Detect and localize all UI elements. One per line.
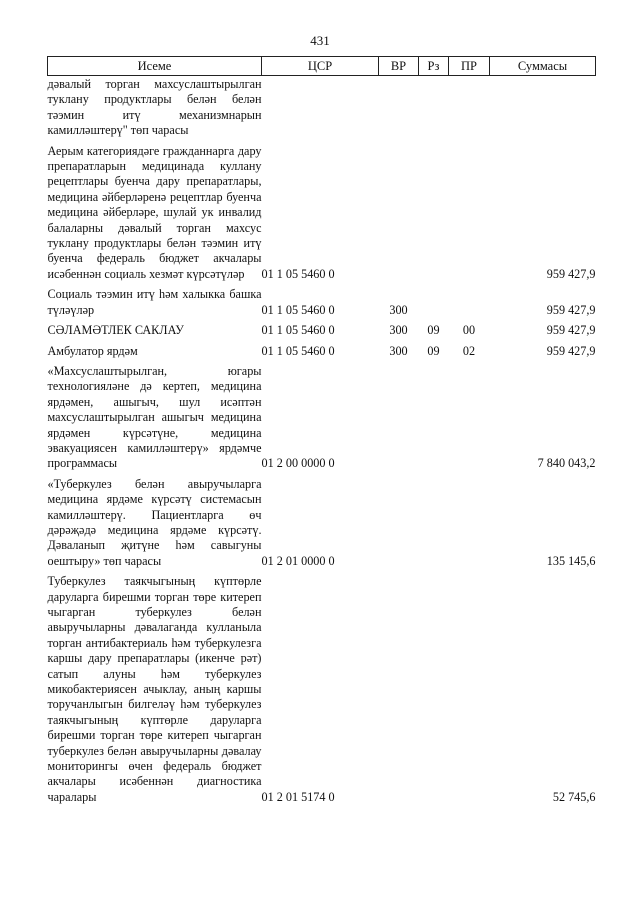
row-vr: 300 bbox=[389, 343, 408, 358]
row-pr bbox=[449, 139, 490, 283]
row-rz bbox=[419, 76, 449, 139]
row-csr: 01 2 01 0000 0 bbox=[261, 553, 335, 568]
row-pr bbox=[449, 359, 490, 472]
row-name: «Махсуслаштырылган, югары технологияләне дә кертеп, медицина ярдәмен, ашыгыч, шул исәптән махсуслаштырылган ашыгыч медицина ярдәмен күрсәтүне, медицина эвакуациясен камилләштерү» ярдәмче программасы bbox=[47, 363, 262, 471]
row-rz: 09 bbox=[427, 323, 440, 338]
table-row bbox=[48, 318, 596, 338]
row-rz bbox=[419, 569, 449, 805]
row-vr bbox=[379, 139, 419, 283]
header-sum: Суммасы bbox=[490, 57, 596, 76]
row-pr bbox=[449, 472, 490, 569]
header-rz: Рз bbox=[419, 57, 449, 76]
row-name: Аерым категориядәге гражданнарга дару препаратларын медицинада куллану рецептлары буенча дару препаратлары, медицина әйберләренә рецептлар буенча медицина әйберләре, шулай ук инвалид балаларны дәвалый торган махсус туклану продуктлары белән тәэмин итү буенча федераль бюджет акчалары исәбеннән социаль хезмәт күрсәтүләр bbox=[47, 143, 262, 281]
row-sum: 7 840 043,2 bbox=[537, 456, 596, 471]
table-row bbox=[48, 339, 596, 359]
row-sum: 52 745,6 bbox=[552, 789, 596, 804]
header-vr: ВР bbox=[379, 57, 419, 76]
row-vr bbox=[379, 359, 419, 472]
row-name: «Туберкулез белән авыручыларга медицина ярдәме күрсәтү системасын камилләштерү. Пациентларга өч дәрәҗәдә медицина ярдәме күрсәтү. Дәваланып җитүне һәм савыгуны оештыру» төп чарасы bbox=[47, 476, 262, 568]
row-csr bbox=[262, 76, 379, 139]
row-sum: 135 145,6 bbox=[546, 553, 596, 568]
table-row bbox=[48, 472, 596, 569]
row-vr bbox=[379, 76, 419, 139]
table-row bbox=[48, 569, 596, 805]
row-sum: 959 427,9 bbox=[546, 343, 596, 358]
row-pr bbox=[449, 76, 490, 139]
row-name: Амбулатор ярдәм bbox=[47, 343, 138, 358]
row-csr: 01 1 05 5460 0 bbox=[261, 266, 335, 281]
row-pr bbox=[449, 569, 490, 805]
row-sum: 959 427,9 bbox=[546, 266, 596, 281]
row-name: Туберкулез таякчыгының күптөрле даруларга бирешми торган төре китереп чыгарган туберкулез белән авыручыларны дәвалаганда кулланыла торган антибактериаль һәм туберкулезга каршы дару препаратлары (икенче рәт) сатып алуны һәм туберкулез микобактериясен ачыклау, аның каршы торучанлыгын билгеләү һәм туберкулез таякчыгының күптөрле даруларга бирешми торган төре китереп чыгарган туберкулез белән авыручыларны дәвалау мониторингы өчен федераль бюджет акчалары исәбеннән диагностика чаралары bbox=[47, 574, 262, 804]
table-row bbox=[48, 76, 596, 139]
table-row bbox=[48, 282, 596, 318]
row-pr: 00 bbox=[462, 323, 476, 338]
row-name: Социаль тәэмин итү һәм халыкка башка түләүләр bbox=[47, 287, 262, 317]
row-rz: 09 bbox=[427, 343, 440, 358]
header-name: Исеме bbox=[48, 57, 262, 76]
row-rz bbox=[419, 472, 449, 569]
row-pr: 02 bbox=[462, 343, 476, 358]
row-rz bbox=[419, 359, 449, 472]
row-rz bbox=[419, 282, 449, 318]
budget-table bbox=[47, 56, 596, 805]
table-row bbox=[48, 139, 596, 283]
row-name: дәвалый торган махсуслаштырылган туклану продуктлары белән белән тәэмин итү механизмнарын камилләштерү" төп чарасы bbox=[47, 77, 262, 138]
page-number: 431 bbox=[310, 33, 330, 48]
row-vr: 300 bbox=[389, 302, 408, 317]
row-csr: 01 2 00 0000 0 bbox=[261, 456, 335, 471]
header-csr: ЦСР bbox=[262, 57, 379, 76]
row-sum bbox=[490, 76, 596, 139]
row-vr bbox=[379, 569, 419, 805]
row-vr bbox=[379, 472, 419, 569]
row-pr bbox=[449, 282, 490, 318]
row-vr: 300 bbox=[389, 323, 408, 338]
row-rz bbox=[419, 139, 449, 283]
row-csr: 01 2 01 5174 0 bbox=[261, 789, 335, 804]
row-csr: 01 1 05 5460 0 bbox=[261, 323, 335, 338]
row-csr: 01 1 05 5460 0 bbox=[261, 302, 335, 317]
row-sum: 959 427,9 bbox=[546, 323, 596, 338]
header-pr: ПР bbox=[449, 57, 490, 76]
row-sum: 959 427,9 bbox=[546, 302, 596, 317]
row-name: СӘЛАМӘТЛЕК САКЛАУ bbox=[47, 323, 184, 338]
row-csr: 01 1 05 5460 0 bbox=[261, 343, 335, 358]
table-header-row bbox=[48, 57, 596, 76]
table-row bbox=[48, 359, 596, 472]
